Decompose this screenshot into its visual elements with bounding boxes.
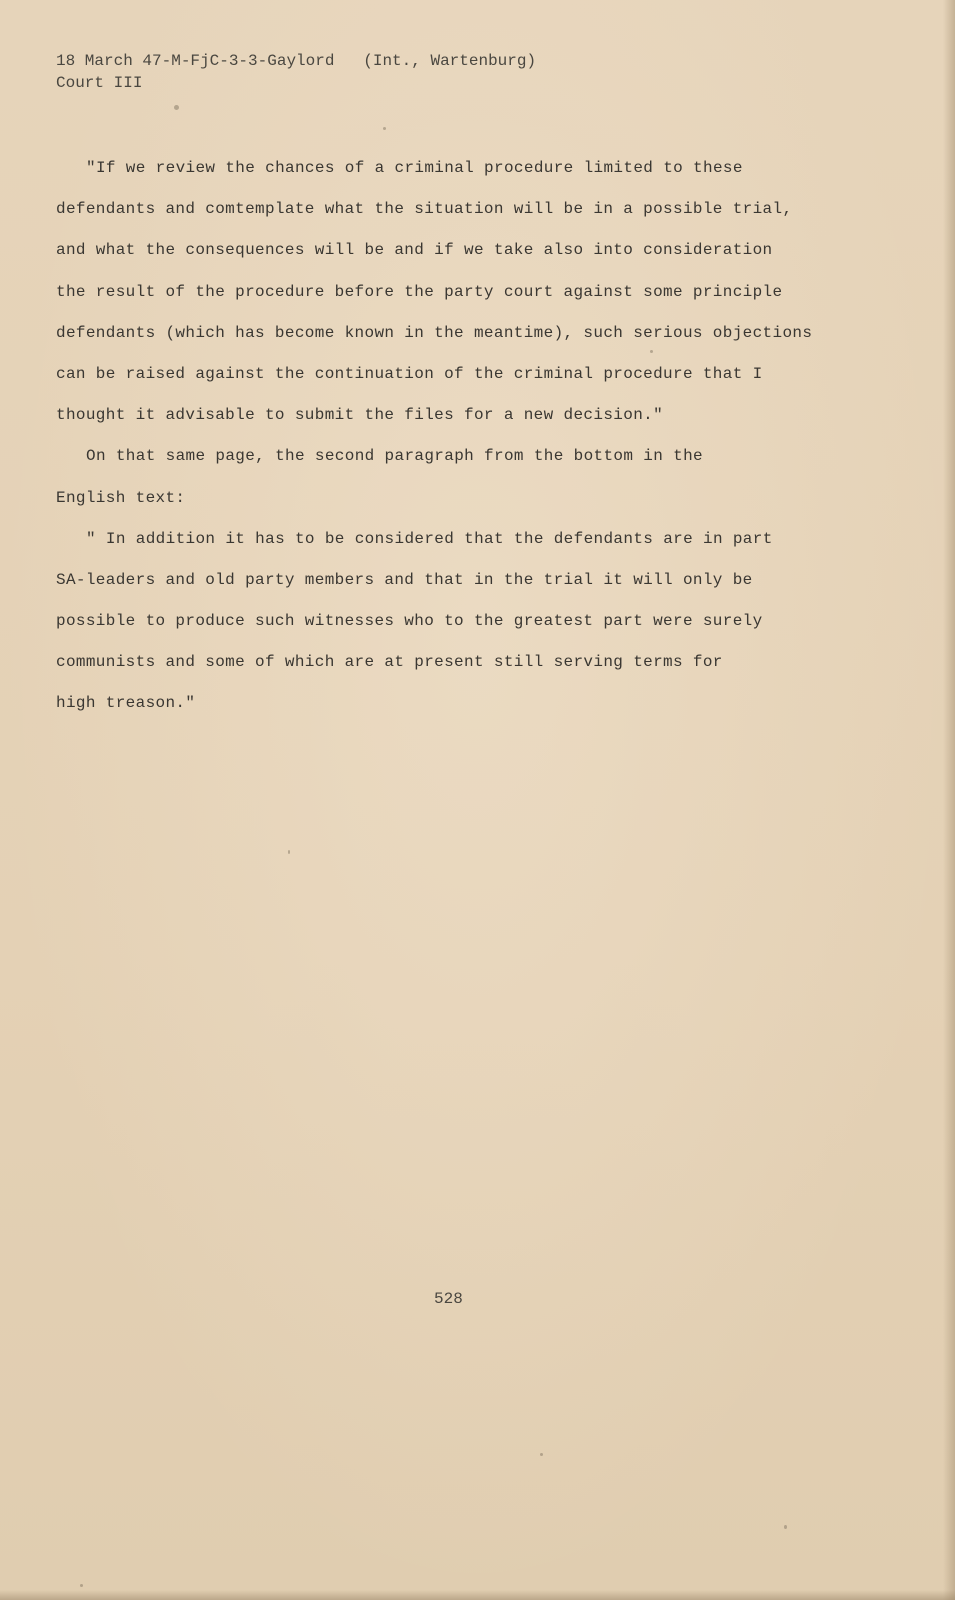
transition-paragraph [56, 436, 886, 518]
quote-paragraph-2 [56, 519, 886, 725]
text-line: thought it advisable to submit the files for a new decision." [56, 406, 664, 425]
paper-speck [784, 1525, 787, 1529]
paper-speck [80, 1584, 83, 1587]
paper-speck [288, 850, 290, 854]
document-body [56, 148, 886, 725]
text-line: " In addition it has to be considered that the defendants are in part [86, 529, 773, 548]
paper-speck [383, 127, 386, 130]
document-header [56, 50, 536, 94]
page-number: 528 [434, 1290, 463, 1308]
text-line: defendants (which has become known in the meantime), such serious objections [56, 323, 813, 342]
text-line: English text: [56, 488, 186, 507]
text-line: communists and some of which are at present still serving terms for [56, 653, 723, 672]
paper-speck [540, 1453, 543, 1456]
text-line: SA-leaders and old party members and that in the trial it will only be [56, 570, 753, 589]
text-line: defendants and comtemplate what the situation will be in a possible trial, [56, 200, 793, 219]
quote-paragraph-1 [56, 148, 886, 436]
text-line: high treason." [56, 694, 196, 713]
header-court-line: Court III [56, 74, 143, 92]
text-line: can be raised against the continuation of the criminal procedure that I [56, 364, 763, 383]
header-reference-line: 18 March 47-M-FjC-3-3-Gaylord (Int., Wartenburg) [56, 52, 537, 70]
paper-edge-shadow [943, 0, 955, 1600]
text-line: On that same page, the second paragraph from the bottom in the [86, 447, 703, 466]
text-line: "If we review the chances of a criminal procedure limited to these [86, 159, 743, 177]
paper-speck [174, 105, 179, 110]
paper-bottom-shadow [0, 1590, 955, 1600]
text-line: and what the consequences will be and if we take also into consideration [56, 241, 773, 260]
text-line: possible to produce such witnesses who to the greatest part were surely [56, 612, 763, 631]
text-line: the result of the procedure before the party court against some principle [56, 282, 783, 301]
paper-speck [650, 350, 653, 353]
